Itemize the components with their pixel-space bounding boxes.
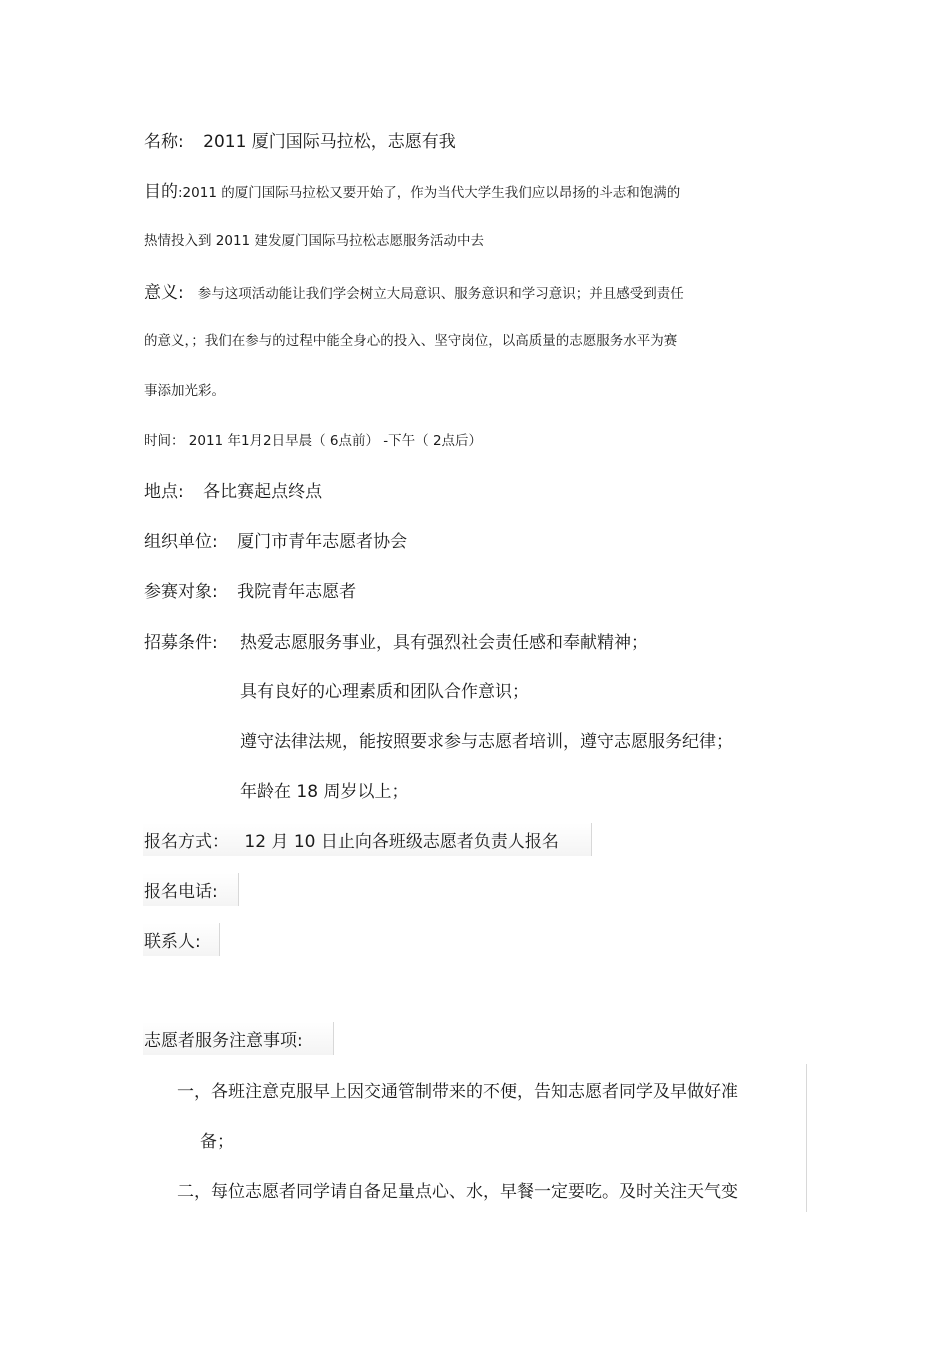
notes-item-2-line-1: 二，每位志愿者同学请自备足量点心、水，早餐一定要吃。及时关注天气变 xyxy=(177,1182,738,1202)
notes-item-1-line-1: 一，各班注意克服早上因交通管制带来的不便，告知志愿者同学及早做好准 xyxy=(177,1082,738,1102)
registration-label: 报名方式： xyxy=(144,832,229,852)
location-label: 地点: xyxy=(144,482,184,502)
contact-label: 联系人: xyxy=(144,932,201,952)
requirement-item-1: 热爱志愿服务事业，具有强烈社会责任感和奉献精神； xyxy=(240,633,648,653)
participants-line xyxy=(144,584,356,601)
purpose-line-2: 热情投入到 2011 建发厦门国际马拉松志愿服务活动中去 xyxy=(144,233,484,249)
requirement-item-2: 具有良好的心理素质和团队合作意识； xyxy=(240,682,529,702)
notes-title: 志愿者服务注意事项: xyxy=(144,1031,303,1051)
time-line: 时间： 2011 年1月2日早晨（ 6点前） -下午（ 2点后） xyxy=(144,433,483,449)
location-line xyxy=(144,484,322,501)
organizer-line xyxy=(144,534,407,551)
registration-value: 12 月 10 日止向各班级志愿者负责人报名 xyxy=(244,832,559,852)
name-line xyxy=(144,134,456,151)
purpose-label: 目的 xyxy=(144,182,178,202)
purpose-text-1: :2011 的厦门国际马拉松又要开始了，作为当代大学生我们应以昂扬的斗志和饱满的 xyxy=(178,185,681,201)
name-value: 2011 厦门国际马拉松，志愿有我 xyxy=(203,132,456,152)
meaning-text-1: 参与这项活动能让我们学会树立大局意识、服务意识和学习意识；并且感受到责任 xyxy=(197,286,684,302)
location-value: 各比赛起点终点 xyxy=(203,482,323,502)
requirements-label: 招募条件: xyxy=(144,633,218,653)
phone-label: 报名电话: xyxy=(144,882,218,902)
meaning-label: 意义: xyxy=(144,283,184,303)
organizer-label: 组织单位: xyxy=(144,532,218,552)
meaning-line-2: 的意义，；我们在参与的过程中能全身心的投入、坚守岗位，以高质量的志愿服务水平为赛 xyxy=(144,333,678,349)
requirement-item-3: 遵守法律法规，能按照要求参与志愿者培训，遵守志愿服务纪律； xyxy=(240,732,733,752)
meaning-line-3: 事添加光彩。 xyxy=(144,383,225,399)
requirement-item-4: 年龄在 18 周岁以上； xyxy=(240,782,409,802)
participants-value: 我院青年志愿者 xyxy=(237,582,357,602)
notes-item-1-line-2: 备； xyxy=(200,1132,234,1152)
notes-right-border xyxy=(806,1064,807,1212)
name-label: 名称: xyxy=(144,132,184,152)
meaning-line-1 xyxy=(144,285,684,302)
organizer-value: 厦门市青年志愿者协会 xyxy=(237,532,408,552)
purpose-line-1 xyxy=(144,184,680,201)
registration-line xyxy=(144,834,559,851)
participants-label: 参赛对象: xyxy=(144,582,218,602)
